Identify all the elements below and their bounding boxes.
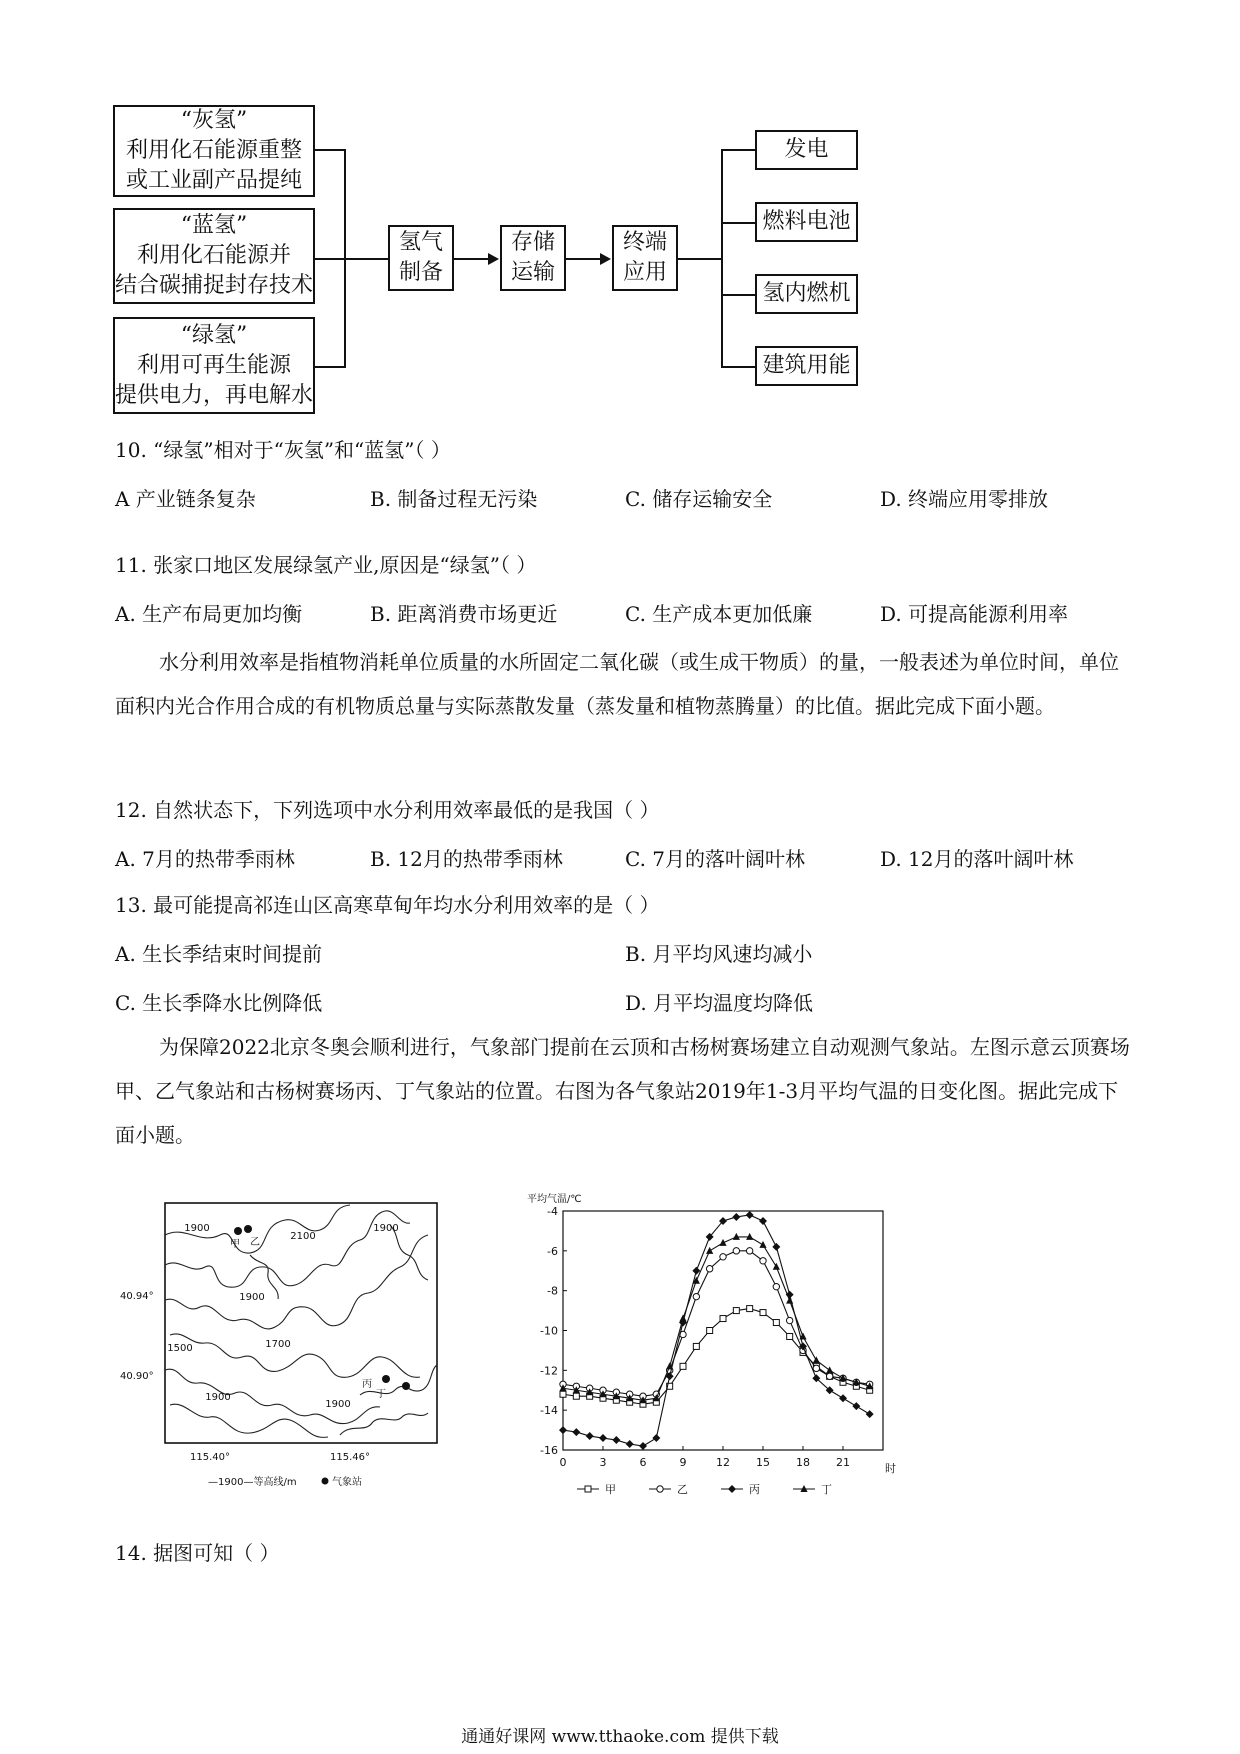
q10-option-a: A 产业链条复杂 — [115, 487, 256, 511]
data-point — [680, 1363, 686, 1369]
x-tick-label: 6 — [639, 1456, 647, 1469]
question-10-stem: 10. “绿氢”相对于“灰氢”和“蓝氢”（ ） — [115, 438, 451, 462]
contour-label: 1500 — [167, 1343, 193, 1354]
data-point — [760, 1310, 766, 1316]
use-box-building: 建筑用能 — [755, 346, 858, 386]
data-point — [720, 1316, 726, 1322]
longitude-label: 115.46° — [330, 1452, 370, 1463]
data-point — [826, 1373, 832, 1379]
q12-option-a: A. 7月的热带季雨林 — [115, 847, 295, 871]
question-14-stem: 14. 据图可知（ ） — [115, 1541, 280, 1565]
data-point — [773, 1283, 779, 1289]
q10-option-d: D. 终端应用零排放 — [880, 487, 1049, 511]
legend-station: 气象站 — [332, 1477, 362, 1488]
legend-contour: —1900—等高线/m — [208, 1477, 297, 1488]
y-tick-label: -12 — [540, 1364, 558, 1378]
contour-label: 1900 — [184, 1223, 210, 1234]
q11-option-d: D. 可提高能源利用率 — [880, 602, 1069, 626]
latitude-label: 40.94° — [120, 1291, 154, 1302]
legend-label: 丙 — [749, 1483, 760, 1496]
data-point — [773, 1320, 779, 1326]
step-box-storage: 存储 运输 — [500, 225, 566, 291]
q13-option-c: C. 生长季降水比例降低 — [115, 991, 323, 1015]
y-tick-label: -6 — [547, 1244, 558, 1258]
source-title: “灰氢” — [180, 108, 248, 133]
chart-ylabel: 平均气温/℃ — [527, 1194, 582, 1205]
longitude-label: 115.40° — [190, 1452, 230, 1463]
legend-marker — [728, 1485, 736, 1493]
source-title: “蓝氢” — [180, 213, 248, 238]
step-box-application: 终端 应用 — [612, 225, 678, 291]
contour-map — [110, 1195, 450, 1500]
data-point — [573, 1393, 579, 1399]
y-tick-label: -16 — [540, 1444, 558, 1457]
q11-option-c: C. 生产成本更加低廉 — [625, 602, 813, 626]
q11-option-a: A. 生产布局更加均衡 — [115, 602, 303, 626]
data-point — [560, 1391, 566, 1397]
q10-option-c: C. 储存运输安全 — [625, 487, 773, 511]
y-tick-label: -8 — [547, 1284, 558, 1298]
x-tick-label: 21 — [836, 1456, 850, 1469]
data-point — [746, 1248, 752, 1254]
use-box-power: 发电 — [755, 130, 858, 170]
data-point — [787, 1333, 793, 1339]
x-tick-label: 12 — [716, 1456, 730, 1469]
q13-option-a: A. 生长季结束时间提前 — [115, 942, 323, 966]
data-point — [733, 1248, 739, 1254]
station-label-bing: 丙 — [362, 1379, 372, 1390]
data-point — [747, 1306, 753, 1312]
data-point — [786, 1317, 792, 1323]
legend-label: 乙 — [677, 1483, 688, 1496]
x-tick-label: 18 — [796, 1456, 810, 1469]
source-box-grey: “灰氢” 利用化石能源重整 或工业副产品提纯 — [113, 105, 315, 197]
source-box-green: “绿氢” 利用可再生能源 提供电力，再电解水 — [113, 317, 315, 414]
arrow-icon — [454, 249, 500, 269]
q12-option-b: B. 12月的热带季雨林 — [370, 847, 563, 871]
station-marker-jia — [234, 1227, 242, 1235]
legend-station-icon — [322, 1478, 329, 1485]
q12-option-d: D. 12月的落叶阔叶林 — [880, 847, 1074, 871]
passage-water-efficiency: 水分利用效率是指植物消耗单位质量的水所固定二氧化碳（或生成干物质）的量，一般表述为单位时间，单位面积内光合作用合成的有机物质总量与实际蒸散发量（蒸发量和植物蒸腾量）的比值。据此完成下面小题。 — [115, 650, 1119, 718]
x-tick-label: 3 — [599, 1456, 607, 1469]
use-box-fuel-cell: 燃料电池 — [755, 202, 858, 242]
station-marker-ding — [402, 1382, 410, 1390]
data-point — [693, 1293, 699, 1299]
question-11-stem: 11. 张家口地区发展绿氢产业,原因是“绿氢”（ ） — [115, 553, 537, 577]
question-12-stem: 12. 自然状态下，下列选项中水分利用效率最低的是我国（ ） — [115, 798, 660, 822]
temperature-chart — [515, 1190, 910, 1510]
data-point — [813, 1365, 819, 1371]
q10-option-b: B. 制备过程无污染 — [370, 487, 538, 511]
question-13-stem: 13. 最可能提高祁连山区高寒草甸年均水分利用效率的是（ ） — [115, 893, 660, 917]
q13-option-b: B. 月平均风速均减小 — [625, 942, 813, 966]
x-tick-label: 0 — [559, 1456, 567, 1469]
data-point — [760, 1258, 766, 1264]
station-marker-yi — [244, 1225, 252, 1233]
station-marker-bing — [382, 1375, 390, 1383]
contour-label: 1900 — [373, 1223, 399, 1234]
data-point — [720, 1254, 726, 1260]
station-label-jia: 甲 — [230, 1239, 240, 1250]
x-tick-label: 9 — [679, 1456, 687, 1469]
station-label-yi: 乙 — [250, 1237, 260, 1248]
contour-label: 2100 — [290, 1231, 316, 1242]
y-tick-label: -10 — [540, 1324, 558, 1338]
y-tick-label: -14 — [540, 1404, 558, 1418]
page-footer: 通通好课网 www.tthaoke.com 提供下载 — [461, 1727, 779, 1747]
q13-option-d: D. 月平均温度均降低 — [625, 991, 814, 1015]
contour-label: 1900 — [325, 1399, 351, 1410]
data-point — [706, 1266, 712, 1272]
x-tick-label: 15 — [756, 1456, 770, 1469]
step-box-production: 氢气 制备 — [388, 225, 454, 291]
passage-winter-olympics: 为保障2022北京冬奥会顺利进行，气象部门提前在云顶和古杨树赛场建立自动观测气象站。左图示意云顶赛场甲、乙气象站和古杨树赛场丙、丁气象站的位置。右图为各气象站2019年1-3月平均气温的日变化图。据此完成下面小题。 — [115, 1035, 1130, 1147]
legend-marker — [585, 1486, 591, 1492]
data-point — [733, 1308, 739, 1314]
contour-label: 1900 — [205, 1392, 231, 1403]
latitude-label: 40.90° — [120, 1371, 154, 1382]
legend-label: 丁 — [821, 1483, 832, 1496]
contour-label: 1700 — [265, 1339, 291, 1350]
arrow-icon — [566, 249, 612, 269]
data-point — [693, 1343, 699, 1349]
legend-marker — [657, 1486, 663, 1492]
legend-label: 甲 — [605, 1483, 616, 1496]
use-box-engine: 氢内燃机 — [755, 274, 858, 314]
chart-xlabel: 时 — [885, 1462, 896, 1475]
source-title: “绿氢” — [180, 322, 248, 348]
contour-label: 1900 — [239, 1292, 265, 1303]
data-point — [707, 1328, 713, 1334]
y-tick-label: -4 — [547, 1205, 558, 1218]
q12-option-c: C. 7月的落叶阔叶林 — [625, 847, 806, 871]
source-box-blue: “蓝氢” 利用化石能源并 结合碳捕捉封存技术 — [113, 208, 315, 304]
q11-option-b: B. 距离消费市场更近 — [370, 602, 558, 626]
station-label-ding: 丁 — [376, 1389, 386, 1400]
